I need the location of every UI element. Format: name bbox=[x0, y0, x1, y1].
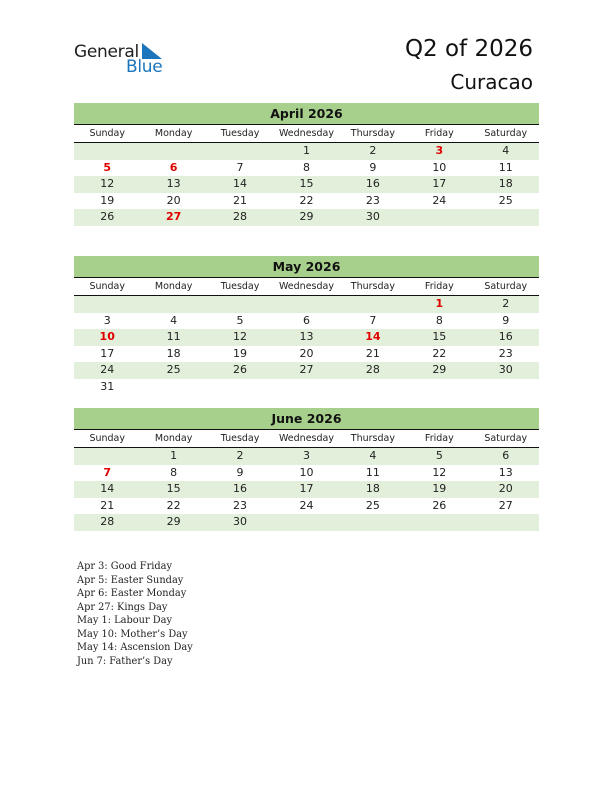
day-cell bbox=[207, 379, 273, 396]
page-subtitle: Curacao bbox=[450, 70, 533, 94]
day-cell: 7 bbox=[236, 160, 244, 174]
weekday-label: Tuesday bbox=[220, 281, 260, 292]
day-cell bbox=[74, 448, 140, 465]
page-title: Q2 of 2026 bbox=[404, 36, 533, 62]
day-cell bbox=[140, 143, 206, 160]
day-cell: 11 bbox=[498, 160, 513, 174]
day-cell: 13 bbox=[166, 177, 181, 190]
day-cell bbox=[140, 296, 206, 313]
day-cell: 20 bbox=[498, 482, 513, 495]
day-cell bbox=[340, 514, 406, 531]
month-title: May 2026 bbox=[74, 256, 539, 278]
week-row bbox=[74, 143, 539, 160]
logo-word-general: General bbox=[74, 42, 139, 62]
weekday-label: Thursday bbox=[350, 433, 395, 444]
day-cell: 22 bbox=[432, 346, 447, 360]
day-cell: 21 bbox=[233, 193, 248, 207]
day-cell: 12 bbox=[432, 465, 447, 479]
day-cell: 4 bbox=[369, 449, 377, 462]
day-cell: 26 bbox=[100, 210, 115, 223]
week-row bbox=[74, 362, 539, 379]
week-row bbox=[74, 160, 539, 177]
day-cell: 22 bbox=[166, 498, 181, 512]
day-cell: 29 bbox=[166, 515, 181, 528]
day-cell: 18 bbox=[365, 482, 380, 495]
day-cell: 6 bbox=[502, 449, 510, 462]
week-row bbox=[74, 296, 539, 313]
day-cell: 12 bbox=[233, 330, 248, 343]
day-cell: 19 bbox=[100, 193, 115, 207]
holiday-note: Apr 27: Kings Day bbox=[77, 601, 168, 613]
day-cell: 25 bbox=[166, 363, 181, 376]
holiday-note: Apr 6: Easter Monday bbox=[77, 588, 187, 599]
day-cell bbox=[473, 379, 539, 396]
day-cell: 13 bbox=[299, 330, 314, 343]
weekday-header bbox=[74, 278, 539, 296]
day-cell: 18 bbox=[498, 177, 513, 190]
day-cell bbox=[273, 379, 339, 396]
day-cell bbox=[207, 143, 273, 160]
weekday-label: Sunday bbox=[89, 128, 125, 139]
day-cell: 16 bbox=[365, 177, 380, 190]
weekday-label: Monday bbox=[154, 281, 193, 292]
week-row bbox=[74, 481, 539, 498]
day-cell: 2 bbox=[369, 144, 377, 157]
day-cell: 5 bbox=[236, 313, 244, 327]
week-row bbox=[74, 313, 539, 330]
day-cell: 6 bbox=[169, 160, 178, 174]
day-cell: 24 bbox=[299, 498, 314, 512]
holiday-note: May 14: Ascension Day bbox=[77, 642, 193, 653]
day-cell: 9 bbox=[369, 160, 377, 174]
month-calendar-april bbox=[74, 103, 539, 226]
day-cell: 22 bbox=[299, 193, 314, 207]
day-cell: 28 bbox=[233, 210, 248, 223]
day-cell: 4 bbox=[170, 313, 178, 327]
day-cell: 15 bbox=[299, 177, 314, 190]
day-cell: 17 bbox=[432, 177, 447, 190]
day-cell: 14 bbox=[100, 482, 115, 495]
month-calendar-june bbox=[74, 408, 539, 531]
day-cell: 4 bbox=[502, 144, 510, 157]
day-cell bbox=[473, 209, 539, 226]
holiday-note: Apr 3: Good Friday bbox=[77, 561, 173, 572]
day-cell: 8 bbox=[435, 313, 443, 327]
day-cell: 5 bbox=[435, 449, 443, 462]
day-cell: 8 bbox=[302, 160, 310, 174]
day-cell: 24 bbox=[432, 193, 447, 207]
weekday-label: Friday bbox=[424, 281, 454, 292]
day-cell: 29 bbox=[299, 210, 314, 223]
day-cell bbox=[140, 379, 206, 396]
day-cell: 3 bbox=[302, 449, 310, 462]
day-cell: 10 bbox=[99, 330, 115, 343]
day-cell: 18 bbox=[166, 346, 181, 360]
day-cell: 19 bbox=[233, 346, 248, 360]
day-cell bbox=[74, 296, 140, 313]
day-cell: 5 bbox=[103, 160, 112, 174]
brand-logo bbox=[74, 42, 174, 78]
day-cell: 23 bbox=[498, 346, 513, 360]
day-cell bbox=[273, 514, 339, 531]
week-row bbox=[74, 448, 539, 465]
month-calendar-may bbox=[74, 256, 539, 395]
day-cell: 25 bbox=[365, 498, 380, 512]
day-cell: 13 bbox=[498, 465, 513, 479]
weekday-label: Thursday bbox=[350, 128, 395, 139]
month-title: April 2026 bbox=[74, 103, 539, 125]
day-cell: 31 bbox=[100, 379, 115, 393]
day-cell bbox=[207, 296, 273, 313]
weekday-label: Monday bbox=[154, 128, 193, 139]
day-cell: 8 bbox=[170, 465, 178, 479]
day-cell: 30 bbox=[233, 515, 248, 528]
week-row bbox=[74, 465, 539, 482]
day-cell bbox=[406, 209, 472, 226]
weekday-label: Friday bbox=[424, 433, 454, 444]
holiday-notes bbox=[77, 560, 193, 668]
day-cell: 16 bbox=[498, 330, 513, 343]
day-cell: 15 bbox=[432, 330, 447, 343]
weekday-label: Wednesday bbox=[278, 281, 334, 292]
day-cell: 1 bbox=[302, 144, 310, 157]
weekday-label: Tuesday bbox=[220, 128, 260, 139]
day-cell: 2 bbox=[236, 449, 244, 462]
day-cell: 29 bbox=[432, 363, 447, 376]
day-cell: 28 bbox=[365, 363, 380, 376]
day-cell: 1 bbox=[435, 297, 444, 310]
day-cell: 30 bbox=[498, 363, 513, 376]
day-cell: 3 bbox=[103, 313, 111, 327]
day-cell: 3 bbox=[435, 144, 444, 157]
week-row bbox=[74, 498, 539, 515]
day-cell: 25 bbox=[498, 193, 513, 207]
day-cell: 26 bbox=[233, 363, 248, 376]
logo-word-blue: Blue bbox=[126, 57, 163, 77]
weekday-label: Sunday bbox=[89, 281, 125, 292]
day-cell: 21 bbox=[100, 498, 115, 512]
weekday-label: Monday bbox=[154, 433, 193, 444]
day-cell: 20 bbox=[299, 346, 314, 360]
weekday-label: Saturday bbox=[484, 433, 528, 444]
day-cell: 16 bbox=[233, 482, 248, 495]
day-cell: 7 bbox=[103, 465, 112, 479]
day-cell: 11 bbox=[166, 330, 181, 343]
weekday-label: Saturday bbox=[484, 128, 528, 139]
week-row bbox=[74, 193, 539, 210]
day-cell: 30 bbox=[365, 210, 380, 223]
weekday-label: Saturday bbox=[484, 281, 528, 292]
holiday-note: Jun 7: Father’s Day bbox=[77, 655, 173, 667]
day-cell bbox=[74, 143, 140, 160]
week-row bbox=[74, 329, 539, 346]
day-cell: 12 bbox=[100, 177, 115, 190]
day-cell: 23 bbox=[365, 193, 380, 207]
day-cell: 21 bbox=[365, 346, 380, 360]
month-title: June 2026 bbox=[74, 408, 539, 430]
weekday-header bbox=[74, 125, 539, 143]
week-row bbox=[74, 379, 539, 396]
day-cell: 28 bbox=[100, 515, 115, 528]
day-cell: 14 bbox=[233, 177, 248, 190]
day-cell: 9 bbox=[236, 465, 244, 479]
day-cell: 11 bbox=[365, 465, 380, 479]
day-cell: 27 bbox=[299, 363, 314, 376]
weekday-label: Sunday bbox=[89, 433, 125, 444]
day-cell: 14 bbox=[365, 330, 381, 343]
day-cell: 17 bbox=[100, 346, 115, 360]
day-cell: 6 bbox=[302, 313, 310, 327]
weekday-label: Tuesday bbox=[220, 433, 260, 444]
day-cell: 27 bbox=[498, 498, 513, 512]
day-cell bbox=[340, 296, 406, 313]
day-cell: 7 bbox=[369, 313, 377, 327]
day-cell: 15 bbox=[166, 482, 181, 495]
day-cell: 10 bbox=[432, 160, 447, 174]
day-cell: 26 bbox=[432, 498, 447, 512]
weekday-label: Friday bbox=[424, 128, 454, 139]
day-cell: 23 bbox=[233, 498, 248, 512]
week-row bbox=[74, 346, 539, 363]
day-cell: 1 bbox=[170, 449, 178, 462]
week-row bbox=[74, 514, 539, 531]
holiday-note: May 10: Mother’s Day bbox=[77, 628, 188, 640]
day-cell: 24 bbox=[100, 363, 115, 376]
weekday-header bbox=[74, 430, 539, 448]
week-row bbox=[74, 209, 539, 226]
day-cell: 19 bbox=[432, 482, 447, 495]
day-cell bbox=[273, 296, 339, 313]
day-cell: 27 bbox=[165, 210, 182, 223]
day-cell: 10 bbox=[299, 465, 314, 479]
day-cell bbox=[406, 379, 472, 396]
day-cell: 20 bbox=[166, 193, 181, 207]
weekday-label: Wednesday bbox=[278, 433, 334, 444]
holiday-note: Apr 5: Easter Sunday bbox=[77, 574, 184, 586]
weekday-label: Thursday bbox=[350, 281, 395, 292]
day-cell bbox=[473, 514, 539, 531]
holiday-note: May 1: Labour Day bbox=[77, 615, 173, 626]
day-cell: 9 bbox=[502, 313, 510, 327]
day-cell: 17 bbox=[299, 482, 314, 495]
day-cell: 2 bbox=[502, 297, 510, 310]
weekday-label: Wednesday bbox=[278, 128, 334, 139]
week-row bbox=[74, 176, 539, 193]
day-cell bbox=[340, 379, 406, 396]
day-cell bbox=[406, 514, 472, 531]
